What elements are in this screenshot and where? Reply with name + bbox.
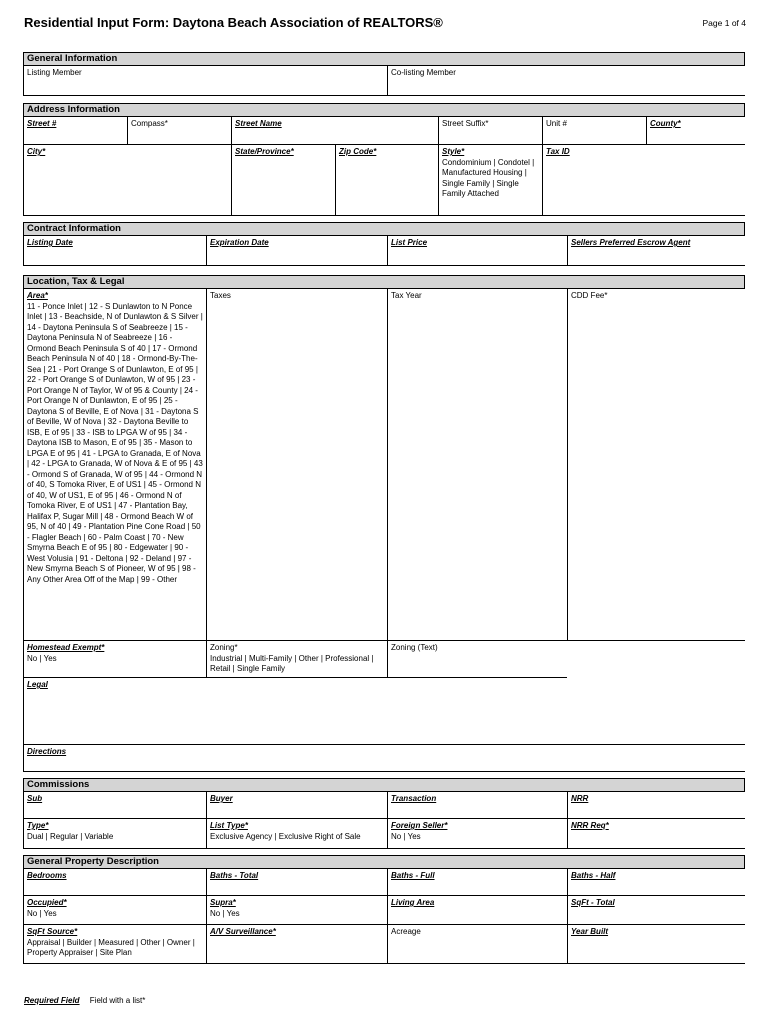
- section-location-tax-legal: Location, Tax & Legal: [23, 275, 745, 289]
- section-address-information: Address Information: [23, 103, 745, 117]
- occupied-field[interactable]: [23, 896, 206, 925]
- type-label: Type*: [27, 821, 49, 830]
- bedrooms-label: Bedrooms: [27, 871, 67, 880]
- listing-date-label: Listing Date: [27, 238, 73, 247]
- sqft-total-label: SqFt - Total: [571, 898, 615, 907]
- escrow-agent-label: Sellers Preferred Escrow Agent: [571, 238, 691, 247]
- required-field-legend: Required Field: [24, 996, 80, 1005]
- sqft-source-field[interactable]: [23, 925, 206, 964]
- taxes-label: Taxes: [210, 291, 231, 300]
- buyer-label: Buyer: [210, 794, 233, 803]
- taxes-field[interactable]: [206, 289, 387, 641]
- section-contract-information: Contract Information: [23, 222, 745, 236]
- nrr-req-field[interactable]: [567, 819, 745, 849]
- zip-field[interactable]: [335, 145, 438, 216]
- sub-field[interactable]: [23, 792, 206, 819]
- list-price-field[interactable]: [387, 236, 567, 266]
- page-number: Page 1 of 4: [702, 18, 746, 28]
- acreage-label: Acreage: [391, 927, 421, 936]
- homestead-exempt-label: Homestead Exempt*: [27, 643, 105, 652]
- zoning-label: Zoning*: [210, 643, 238, 652]
- sqft-source-options: Appraisal | Builder | Measured | Other | Owner | Property Appraiser | Site Plan: [27, 937, 195, 957]
- sqft-source-label: SqFt Source*: [27, 927, 78, 936]
- cdd-fee-field[interactable]: [567, 289, 745, 641]
- type-options: Dual | Regular | Variable: [27, 831, 114, 841]
- foreign-seller-options: No | Yes: [391, 831, 421, 841]
- transaction-label: Transaction: [391, 794, 437, 803]
- transaction-field[interactable]: [387, 792, 567, 819]
- area-options: 11 - Ponce Inlet | 12 - S Dunlawton to N Ponce Inlet | 13 - Beachside, N of Dunlawton & S Silver | 14 - Daytona Peninsula S of Seabreeze | 15 - Daytona Peninsula N of Seabreeze | 16 - Ormond Beach Peninsula S of 40 | 17 - Ormond Beach Peninsula N of 40 | 18 - Ormond-By-The-Sea | 21 - Port Orange S of Dunlawton, E of 95 | 22 - Port Orange S of Dunlawton, W of 95 | 23 - Port Orange N of Taylor, W of 95 & County | 24 - Port Orange N of Dunlawton, E of 95 | 25 - Daytona S of Beville, E of Nova | 31 - Daytona S of Beville, W of Nova | 32 - Daytona Beville to ISB, E of 95 | 33 - ISB to LPGA W of 95 | 34 - Daytona ISB to Mason, E of 95 | 35 - Mason to LPGA E of 95 | 41 - LPGA to Granada, E of Nova | 42 - LPGA to Granada, W of Nova & E of 95 | 43 - Ormond S of Granada, W of 95 | 44 - Ormond N of 40, S Tomoka River, E of US1 | 45 - Ormond N of 40, W of US1, E of 95 | 46 - Ormond N of Tomoka River, E of US1 | 47 - Plantation Bay, Halifax P, Sugar Mill | 48 - Ormond Beach W of 95, N of 40 | 49 - Plantation Pine Cone Road | 50 - Flagler Beach | 60 - Palm Coast | 70 - New Smyrna Beach E of 95 | 80 - Edgewater | 90 - West Volusia | 91 - Deltona | 92 - Deland | 97 - New Smyrna Beach S of Pioneer, W of 95 | 98 - Any Other Area Off of the Map | 99 - Other: [27, 301, 203, 584]
- sub-label: Sub: [27, 794, 43, 803]
- tax-id-label: Tax ID: [546, 147, 570, 156]
- compass-field[interactable]: [127, 117, 231, 145]
- homestead-exempt-field[interactable]: [23, 641, 206, 678]
- baths-full-label: Baths - Full: [391, 871, 435, 880]
- county-label: County*: [650, 119, 681, 128]
- foreign-seller-label: Foreign Seller*: [391, 821, 448, 830]
- av-surveillance-label: A/V Surveillance*: [210, 927, 276, 936]
- tax-id-field[interactable]: [542, 145, 745, 216]
- city-field[interactable]: [23, 145, 231, 216]
- list-type-label: List Type*: [210, 821, 248, 830]
- sqft-total-field[interactable]: [567, 896, 745, 925]
- baths-total-field[interactable]: [206, 869, 387, 896]
- area-label: Area*: [27, 291, 48, 300]
- zoning-options: Industrial | Multi-Family | Other | Professional | Retail | Single Family: [210, 653, 374, 673]
- state-field[interactable]: [231, 145, 335, 216]
- supra-field[interactable]: [206, 896, 387, 925]
- list-type-options: Exclusive Agency | Exclusive Right of Sale: [210, 831, 361, 841]
- street-number-label: Street #: [27, 119, 57, 128]
- street-name-field[interactable]: [231, 117, 438, 145]
- supra-label: Supra*: [210, 898, 236, 907]
- list-field-legend: Field with a list*: [89, 996, 146, 1005]
- style-field[interactable]: [438, 145, 542, 216]
- colisting-member-field[interactable]: [387, 66, 745, 96]
- directions-label: Directions: [27, 747, 67, 756]
- nrr-req-label: NRR Req*: [571, 821, 609, 830]
- living-area-label: Living Area: [391, 898, 435, 907]
- listing-member-label: Listing Member: [27, 68, 82, 77]
- year-built-field[interactable]: [567, 925, 745, 964]
- page-title: Residential Input Form: Daytona Beach Association of REALTORS®: [24, 15, 443, 30]
- unit-label: Unit #: [546, 119, 567, 128]
- section-general-property-description: General Property Description: [23, 855, 745, 869]
- legal-field[interactable]: [23, 678, 745, 745]
- living-area-field[interactable]: [387, 896, 567, 925]
- tax-year-label: Tax Year: [391, 291, 422, 300]
- compass-label: Compass*: [131, 119, 168, 128]
- street-name-label: Street Name: [235, 119, 282, 128]
- type-field[interactable]: [23, 819, 206, 849]
- nrr-label: NRR: [571, 794, 589, 803]
- expiration-date-label: Expiration Date: [210, 238, 269, 247]
- zoning-text-label: Zoning (Text): [391, 643, 438, 652]
- zoning-field[interactable]: [206, 641, 387, 678]
- unit-field[interactable]: [542, 117, 646, 145]
- homestead-exempt-options: No | Yes: [27, 653, 57, 663]
- section-commissions: Commissions: [23, 778, 745, 792]
- escrow-agent-field[interactable]: [567, 236, 745, 266]
- expiration-date-field[interactable]: [206, 236, 387, 266]
- bedrooms-field[interactable]: [23, 869, 206, 896]
- city-label: City*: [27, 147, 46, 156]
- supra-options: No | Yes: [210, 908, 240, 918]
- colisting-member-label: Co-listing Member: [391, 68, 456, 77]
- listing-date-field[interactable]: [23, 236, 206, 266]
- year-built-label: Year Built: [571, 927, 609, 936]
- nrr-field[interactable]: [567, 792, 745, 819]
- style-label: Style*: [442, 147, 465, 156]
- state-label: State/Province*: [235, 147, 294, 156]
- baths-full-field[interactable]: [387, 869, 567, 896]
- zip-label: Zip Code*: [339, 147, 377, 156]
- tax-year-field[interactable]: [387, 289, 567, 641]
- footer-legend: [24, 996, 145, 1005]
- list-price-label: List Price: [391, 238, 428, 247]
- buyer-field[interactable]: [206, 792, 387, 819]
- street-number-field[interactable]: [23, 117, 127, 145]
- baths-half-label: Baths - Half: [571, 871, 616, 880]
- street-suffix-label: Street Suffix*: [442, 119, 489, 128]
- foreign-seller-field[interactable]: [387, 819, 567, 849]
- listing-member-field[interactable]: [23, 66, 387, 96]
- acreage-field[interactable]: [387, 925, 567, 964]
- street-suffix-field[interactable]: [438, 117, 542, 145]
- occupied-options: No | Yes: [27, 908, 57, 918]
- area-field[interactable]: [23, 289, 206, 641]
- occupied-label: Occupied*: [27, 898, 67, 907]
- style-options: Condominium | Condotel | Manufactured Housing | Single Family | Single Family Attached: [442, 157, 535, 198]
- baths-half-field[interactable]: [567, 869, 745, 896]
- list-type-field[interactable]: [206, 819, 387, 849]
- cdd-fee-label: CDD Fee*: [571, 291, 608, 300]
- legal-label: Legal: [27, 680, 48, 689]
- zoning-text-field[interactable]: [387, 641, 567, 678]
- county-field[interactable]: [646, 117, 745, 145]
- section-general-information: General Information: [23, 52, 745, 66]
- av-surveillance-field[interactable]: [206, 925, 387, 964]
- directions-field[interactable]: [23, 745, 745, 772]
- baths-total-label: Baths - Total: [210, 871, 259, 880]
